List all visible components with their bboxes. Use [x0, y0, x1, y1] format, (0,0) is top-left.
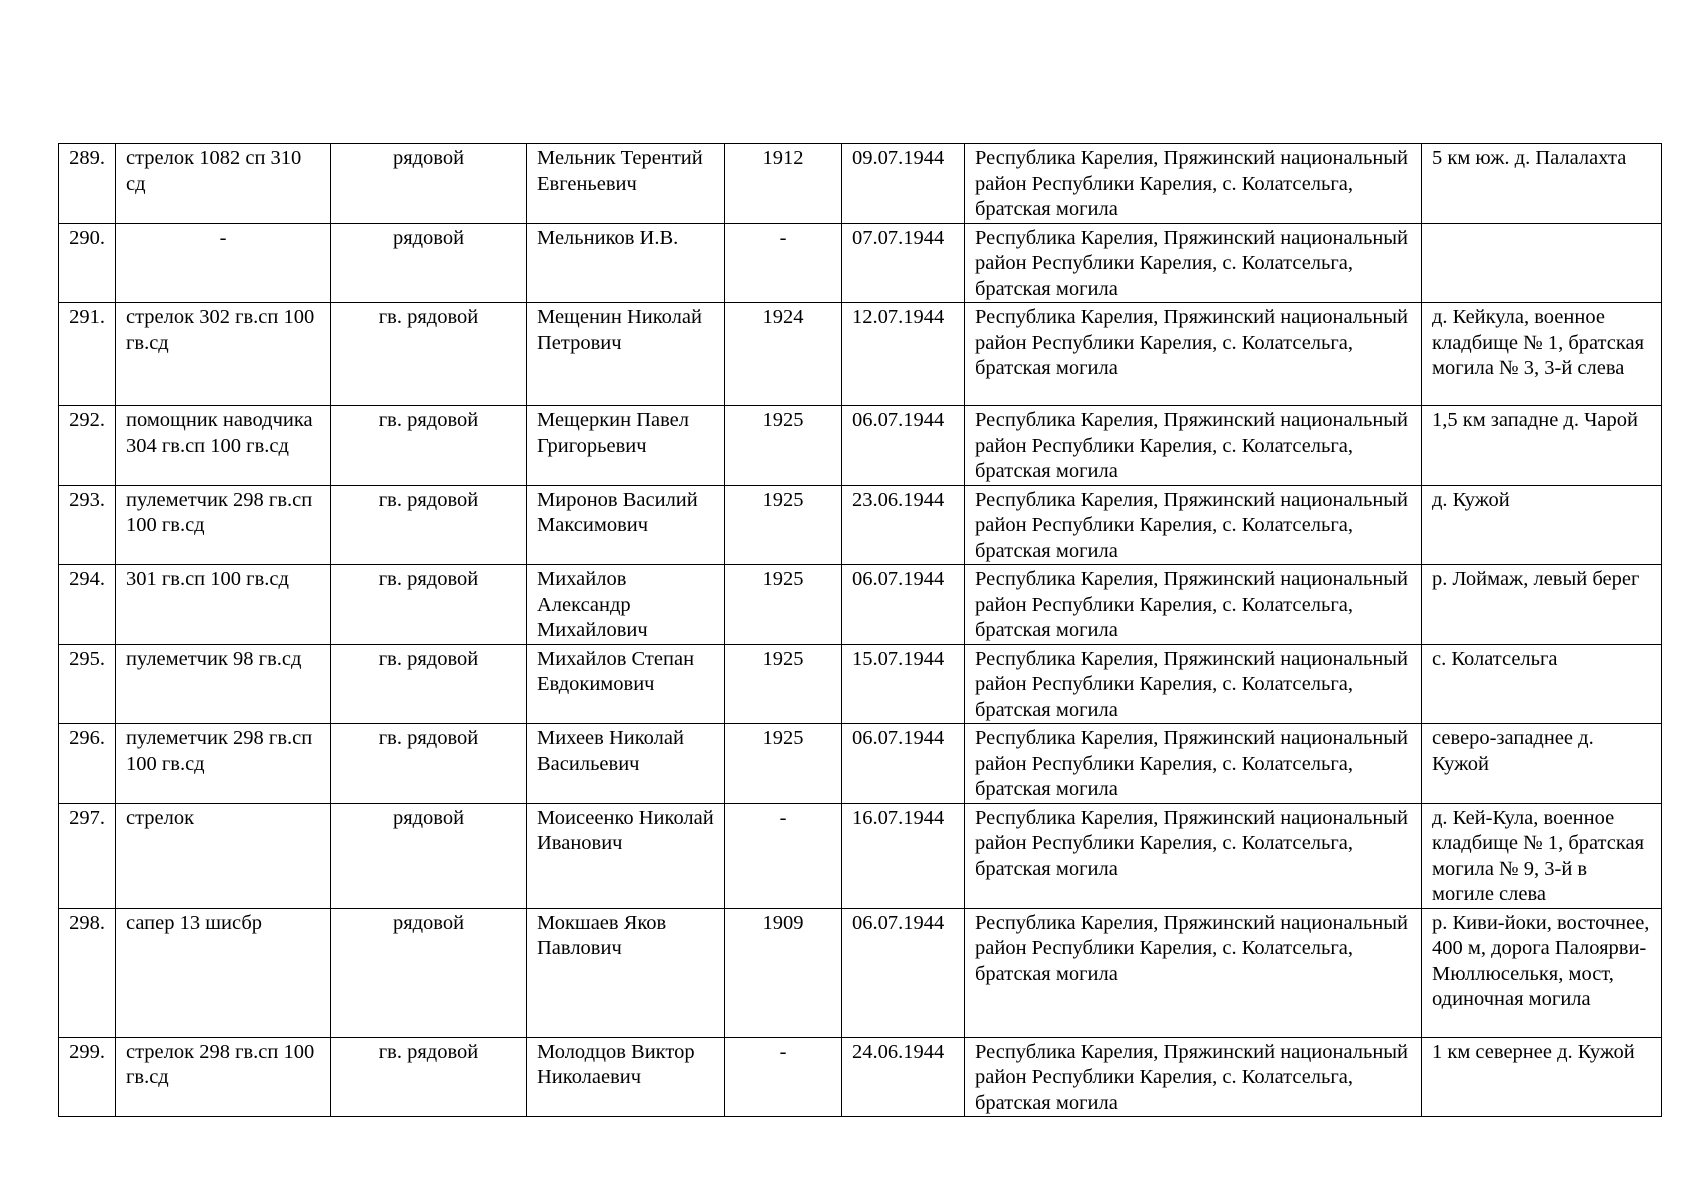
death-date: 09.07.1944 — [842, 144, 965, 224]
primary-burial-place: д. Кейкула, военное кладбище № 1, братская могила № 3, 3-й слева — [1422, 303, 1662, 406]
record-number: 289. — [59, 144, 116, 224]
full-name: Мельник Терентий Евгеньевич — [527, 144, 725, 224]
full-name: Миронов Василий Максимович — [527, 485, 725, 565]
death-date: 07.07.1944 — [842, 223, 965, 303]
military-rank: рядовой — [331, 144, 527, 224]
table-row — [59, 565, 1662, 645]
burial-place: Республика Карелия, Пряжинский национальный район Республики Карелия, с. Колатсельга, братская могила — [965, 724, 1422, 804]
full-name: Молодцов Виктор Николаевич — [527, 1037, 725, 1117]
death-date: 06.07.1944 — [842, 908, 965, 1037]
military-unit: помощник наводчика 304 гв.сп 100 гв.сд — [116, 406, 331, 486]
record-number: 293. — [59, 485, 116, 565]
full-name: Моисеенко Николай Иванович — [527, 803, 725, 908]
table-row — [59, 144, 1662, 224]
death-date: 06.07.1944 — [842, 406, 965, 486]
death-date: 12.07.1944 — [842, 303, 965, 406]
military-rank: гв. рядовой — [331, 644, 527, 724]
death-date: 23.06.1944 — [842, 485, 965, 565]
record-number: 298. — [59, 908, 116, 1037]
full-name: Михеев Николай Васильевич — [527, 724, 725, 804]
record-number: 292. — [59, 406, 116, 486]
military-unit: сапер 13 шисбр — [116, 908, 331, 1037]
primary-burial-place: р. Лоймаж, левый берег — [1422, 565, 1662, 645]
death-date: 24.06.1944 — [842, 1037, 965, 1117]
birth-year: 1925 — [725, 644, 842, 724]
table-row — [59, 223, 1662, 303]
burial-place: Республика Карелия, Пряжинский национальный район Республики Карелия, с. Колатсельга, братская могила — [965, 223, 1422, 303]
military-rank: рядовой — [331, 223, 527, 303]
burial-place: Республика Карелия, Пряжинский национальный район Республики Карелия, с. Колатсельга, братская могила — [965, 644, 1422, 724]
birth-year: 1924 — [725, 303, 842, 406]
table-row — [59, 908, 1662, 1037]
death-date: 16.07.1944 — [842, 803, 965, 908]
primary-burial-place: северо-западнее д. Кужой — [1422, 724, 1662, 804]
military-unit: стрелок 302 гв.сп 100 гв.сд — [116, 303, 331, 406]
record-number: 297. — [59, 803, 116, 908]
record-number: 294. — [59, 565, 116, 645]
burial-place: Республика Карелия, Пряжинский национальный район Республики Карелия, с. Колатсельга, братская могила — [965, 1037, 1422, 1117]
birth-year: 1912 — [725, 144, 842, 224]
primary-burial-place: 1,5 км западне д. Чарой — [1422, 406, 1662, 486]
birth-year: - — [725, 223, 842, 303]
military-unit: стрелок — [116, 803, 331, 908]
primary-burial-place: 5 км юж. д. Палалахта — [1422, 144, 1662, 224]
military-unit: 301 гв.сп 100 гв.сд — [116, 565, 331, 645]
primary-burial-place — [1422, 223, 1662, 303]
birth-year: 1925 — [725, 565, 842, 645]
table-row — [59, 803, 1662, 908]
full-name: Михайлов Александр Михайлович — [527, 565, 725, 645]
death-date: 06.07.1944 — [842, 565, 965, 645]
death-date: 15.07.1944 — [842, 644, 965, 724]
table-row — [59, 303, 1662, 406]
birth-year: 1925 — [725, 406, 842, 486]
full-name: Мещенин Николай Петрович — [527, 303, 725, 406]
military-unit: - — [116, 223, 331, 303]
burial-place: Республика Карелия, Пряжинский национальный район Республики Карелия, с. Колатсельга, братская могила — [965, 144, 1422, 224]
table-row — [59, 485, 1662, 565]
birth-year: - — [725, 1037, 842, 1117]
death-date: 06.07.1944 — [842, 724, 965, 804]
full-name: Михайлов Степан Евдокимович — [527, 644, 725, 724]
birth-year: 1925 — [725, 485, 842, 565]
burial-place: Республика Карелия, Пряжинский национальный район Республики Карелия, с. Колатсельга, братская могила — [965, 803, 1422, 908]
burial-place: Республика Карелия, Пряжинский национальный район Республики Карелия, с. Колатсельга, братская могила — [965, 303, 1422, 406]
military-rank: рядовой — [331, 803, 527, 908]
primary-burial-place: 1 км севернее д. Кужой — [1422, 1037, 1662, 1117]
military-unit: пулеметчик 298 гв.сп 100 гв.сд — [116, 485, 331, 565]
burial-place: Республика Карелия, Пряжинский национальный район Республики Карелия, с. Колатсельга, братская могила — [965, 565, 1422, 645]
military-unit: стрелок 1082 сп 310 сд — [116, 144, 331, 224]
military-unit: стрелок 298 гв.сп 100 гв.сд — [116, 1037, 331, 1117]
full-name: Мокшаев Яков Павлович — [527, 908, 725, 1037]
burial-records-table — [58, 143, 1662, 1117]
primary-burial-place: р. Киви-йоки, восточнее, 400 м, дорога Палоярви-Мюллюселькя, мост, одиночная могила — [1422, 908, 1662, 1037]
military-rank: гв. рядовой — [331, 724, 527, 804]
record-number: 299. — [59, 1037, 116, 1117]
table-row — [59, 644, 1662, 724]
military-rank: гв. рядовой — [331, 485, 527, 565]
record-number: 296. — [59, 724, 116, 804]
table-row — [59, 724, 1662, 804]
military-unit: пулеметчик 298 гв.сп 100 гв.сд — [116, 724, 331, 804]
military-rank: гв. рядовой — [331, 1037, 527, 1117]
full-name: Мещеркин Павел Григорьевич — [527, 406, 725, 486]
military-rank: гв. рядовой — [331, 303, 527, 406]
birth-year: - — [725, 803, 842, 908]
record-number: 295. — [59, 644, 116, 724]
military-unit: пулеметчик 98 гв.сд — [116, 644, 331, 724]
table-row — [59, 1037, 1662, 1117]
birth-year: 1925 — [725, 724, 842, 804]
burial-place: Республика Карелия, Пряжинский национальный район Республики Карелия, с. Колатсельга, братская могила — [965, 406, 1422, 486]
military-rank: рядовой — [331, 908, 527, 1037]
primary-burial-place: с. Колатсельга — [1422, 644, 1662, 724]
table-row — [59, 406, 1662, 486]
full-name: Мельников И.В. — [527, 223, 725, 303]
primary-burial-place: д. Кужой — [1422, 485, 1662, 565]
burial-place: Республика Карелия, Пряжинский национальный район Республики Карелия, с. Колатсельга, братская могила — [965, 908, 1422, 1037]
military-rank: гв. рядовой — [331, 565, 527, 645]
birth-year: 1909 — [725, 908, 842, 1037]
burial-place: Республика Карелия, Пряжинский национальный район Республики Карелия, с. Колатсельга, братская могила — [965, 485, 1422, 565]
military-rank: гв. рядовой — [331, 406, 527, 486]
record-number: 290. — [59, 223, 116, 303]
primary-burial-place: д. Кей-Кула, военное кладбище № 1, братская могила № 9, 3-й в могиле слева — [1422, 803, 1662, 908]
record-number: 291. — [59, 303, 116, 406]
